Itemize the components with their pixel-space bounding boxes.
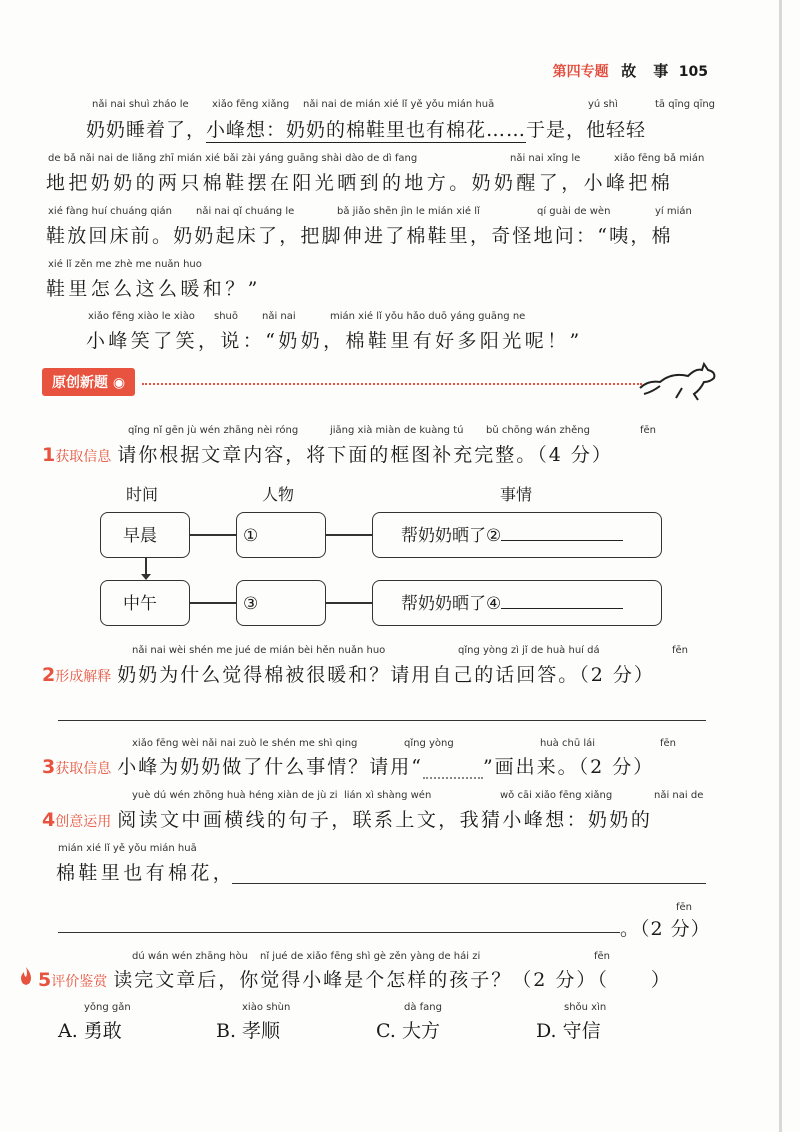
pinyin: jiāng xià miàn de kuàng tú — [330, 425, 464, 436]
box-morning: 早晨 — [100, 512, 190, 558]
pinyin: tā qīng qīng — [655, 99, 716, 110]
pinyin: xiǎo fēng bǎ mián — [614, 153, 705, 164]
section-title: 故 事 — [621, 62, 675, 80]
box-event-2[interactable]: 帮奶奶晒了④ — [372, 580, 662, 626]
pinyin: fēn — [660, 738, 677, 749]
pinyin: bǔ chōng wán zhěng — [486, 425, 590, 436]
story-line-3: 鞋放回床前。奶奶起床了，把脚伸进了棉鞋里，奇怪地问：“咦，棉 — [46, 225, 673, 247]
connector — [326, 534, 372, 536]
option-c[interactable]: C. 大方 — [376, 1020, 440, 1042]
question-4-cont: 棉鞋里也有棉花， — [56, 862, 236, 884]
pinyin: qí guài de wèn — [537, 206, 611, 217]
pinyin: fēn — [594, 951, 611, 962]
pinyin: xiǎo fēng wèi nǎi nai zuò le shén me shì qing — [132, 738, 358, 749]
underlined-sentence: 小峰想：奶奶的棉鞋里也有棉花…… — [206, 119, 527, 141]
pinyin: shuō — [214, 311, 239, 322]
pinyin: yǒng gǎn — [84, 1002, 131, 1013]
story-line-1: 奶奶睡着了，小峰想：奶奶的棉鞋里也有棉花……于是，他轻轻 — [86, 119, 647, 141]
pinyin: yí mián — [655, 206, 692, 217]
pinyin: nǐ jué de xiǎo fēng shì gè zěn yàng de hái zi — [260, 951, 481, 962]
col-person: 人物 — [262, 485, 295, 504]
section-label: 第四专题 — [552, 64, 609, 80]
pinyin: shǒu xìn — [564, 1002, 607, 1013]
page-header — [553, 60, 708, 81]
page-edge — [779, 0, 782, 1132]
question-2: 2形成解释 奶奶为什么觉得棉被很暖和？请用自己的话回答。（2 分） — [42, 664, 655, 686]
pinyin: huà chū lái — [540, 738, 596, 749]
flame-icon — [18, 966, 34, 986]
question-4: 4创意运用 阅读文中画横线的句子，联系上文，我猜小峰想：奶奶的 — [42, 809, 653, 831]
answer-line[interactable] — [58, 720, 706, 721]
pinyin: nǎi nai de — [654, 790, 704, 801]
pinyin: mián xié lǐ yě yǒu mián huā — [58, 843, 197, 854]
answer-line[interactable] — [58, 932, 620, 933]
pinyin: xiào shùn — [242, 1002, 291, 1013]
banner-dotted-line — [142, 383, 642, 385]
pinyin: dú wán wén zhāng hòu — [132, 951, 248, 962]
pinyin: xiǎo fēng xiào le xiào — [88, 311, 195, 322]
pinyin: nǎi nai de mián xié lǐ yě yǒu mián huā — [303, 99, 495, 110]
story-line-4: 鞋里怎么这么暖和？” — [46, 278, 261, 300]
question-3: 3获取信息 小峰为奶奶做了什么事情？请用“ ”画出来。（2 分） — [42, 756, 655, 778]
pinyin: dà fang — [404, 1002, 442, 1013]
pinyin: fēn — [672, 645, 689, 656]
pinyin: nǎi nai shuì zháo le — [92, 99, 189, 110]
pinyin: nǎi nai wèi shén me jué de mián bèi hěn nuǎn huo — [132, 645, 386, 656]
option-b[interactable]: B. 孝顺 — [216, 1020, 281, 1042]
pinyin: lián xì shàng wén — [344, 790, 432, 801]
pinyin: nǎi nai xǐng le — [510, 153, 581, 164]
connector — [326, 602, 372, 604]
story-line-2: 地把奶奶的两只棉鞋摆在阳光晒到的地方。奶奶醒了，小峰把棉 — [46, 172, 674, 194]
box-person-1[interactable]: ① — [236, 512, 326, 558]
pinyin: qǐng yòng zì jǐ de huà huí dá — [458, 645, 600, 656]
story-line-5: 小峰笑了笑，说：“奶奶，棉鞋里有好多阳光呢！” — [86, 330, 583, 352]
option-a[interactable]: A. 勇敢 — [58, 1020, 122, 1042]
pinyin: qǐng yòng — [404, 738, 454, 749]
pinyin: xié fàng huí chuáng qián — [48, 206, 172, 217]
pinyin: nǎi nai qǐ chuáng le — [196, 206, 295, 217]
pinyin: xiǎo fēng xiǎng — [212, 99, 290, 110]
page-number: 105 — [678, 64, 708, 80]
box-noon: 中午 — [100, 580, 190, 626]
pinyin: de bǎ nǎi nai de liǎng zhī mián xié bǎi zài yáng guāng shài dào de dì fang — [48, 153, 418, 164]
pinyin: mián xié lǐ yǒu hǎo duō yáng guāng ne — [330, 311, 526, 322]
answer-blank[interactable] — [501, 524, 623, 541]
question-4-tail: 。（2 分） — [620, 918, 711, 940]
box-person-2[interactable]: ③ — [236, 580, 326, 626]
pinyin: wǒ cāi xiǎo fēng xiǎng — [500, 790, 613, 801]
box-event-1[interactable]: 帮奶奶晒了② — [372, 512, 662, 558]
connector — [190, 534, 236, 536]
cat-icon — [638, 358, 720, 402]
question-1: 1获取信息 请你根据文章内容，将下面的框图补充完整。（4 分） — [42, 444, 613, 466]
pinyin: yú shì — [588, 99, 618, 110]
pinyin: nǎi nai — [262, 311, 296, 322]
pinyin: xié lǐ zěn me zhè me nuǎn huo — [48, 259, 202, 270]
pinyin: qǐng nǐ gēn jù wén zhāng nèi róng — [128, 425, 299, 436]
section-banner: 原创新题 ◉ — [42, 368, 135, 396]
col-time: 时间 — [126, 485, 159, 504]
pinyin: yuè dú wén zhōng huà héng xiàn de jù zi — [132, 790, 338, 801]
wavy-line-sample — [423, 761, 483, 779]
pinyin: fēn — [640, 425, 657, 436]
connector — [190, 602, 236, 604]
pinyin: bǎ jiǎo shēn jìn le mián xié lǐ — [337, 206, 480, 217]
col-event: 事情 — [500, 485, 533, 504]
question-5: 5评价鉴赏 读完文章后，你觉得小峰是个怎样的孩子？（2 分）（ ） — [38, 969, 672, 991]
answer-line[interactable] — [232, 883, 706, 884]
pinyin: fēn — [676, 902, 693, 913]
answer-blank[interactable] — [501, 592, 623, 609]
option-d[interactable]: D. 守信 — [536, 1020, 601, 1042]
